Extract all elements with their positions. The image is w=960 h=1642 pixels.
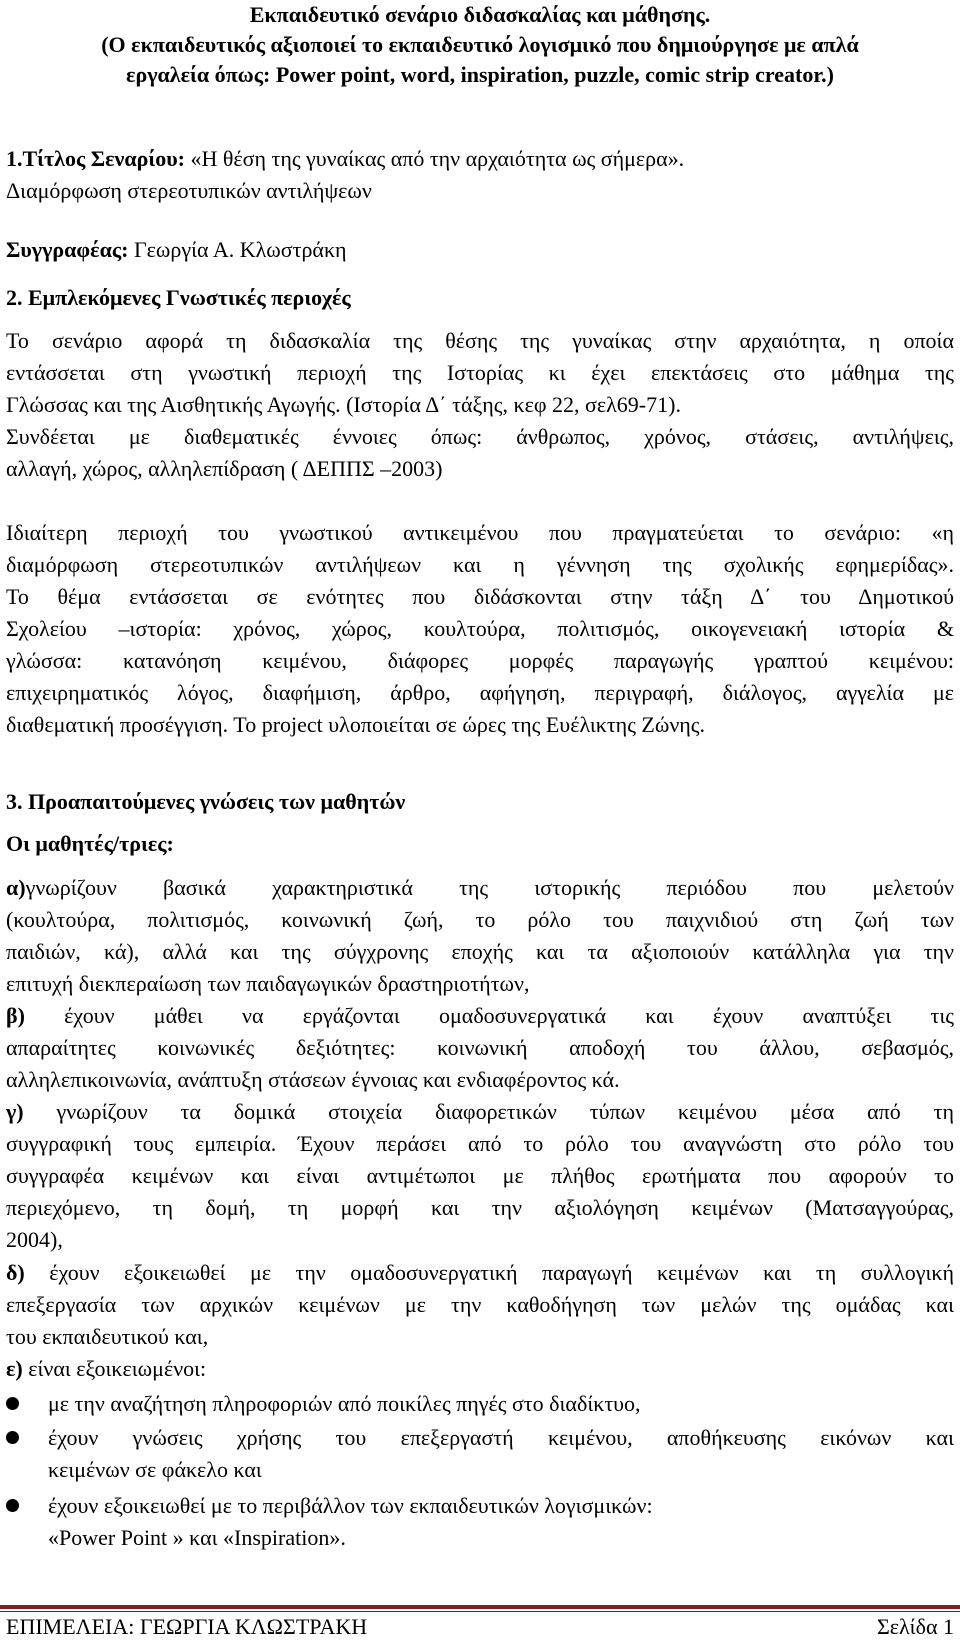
paragraph-line: περιεχόμενο, τη δομή, τη μορφή και την αξιολόγηση κειμένων (Ματσαγγούρας, [6,1195,954,1220]
paragraph-line: Ιδιαίτερη περιοχή του γνωστικού αντικειμένου που πραγματεύεται το σενάριο: «η [6,520,954,545]
title-text: «Η θέση της γυναίκας από την αρχαιότητα ως σήμερα». [184,146,685,171]
list-item [6,1388,954,1420]
paragraph-line: συγγραφική τους εμπειρία. Έχουν περάσει από το ρόλο του αναγνώστη στο ρόλο του [6,1131,954,1156]
item-e-label: ε) [6,1356,23,1381]
paragraph-line: Συνδέεται με διαθεματικές έννοιες όπως: άνθρωπος, χρόνος, στάσεις, αντιλήψεις, [6,424,954,449]
item-e [6,1353,954,1385]
paragraph-line: αλληλεπικοινωνία, ανάπτυξη στάσεων έγνοιας και ενδιαφέροντος κά. [6,1067,620,1092]
section-2-paragraph-2 [6,517,954,741]
paragraph-line: διαθεματική προσέγγιση. Το project υλοποιείται σε ώρες της Ευέλικτης Ζώνης. [6,712,705,737]
item-e-text: είναι εξοικειωμένοι: [22,1356,207,1381]
footer-editor: ΕΠΙΜΕΛΕΙΑ: ΓΕΩΡΓΙΑ ΚΛΩΣΤΡΑΚΗ [6,1614,368,1639]
author-name: Γεωργία Α. Κλωστράκη [128,237,347,262]
header-line-1: Εκπαιδευτικό σενάριο διδασκαλίας και μάθησης. [249,2,711,27]
item-c-label: γ) [6,1099,24,1124]
title-label: 1.Τίτλος Σεναρίου: [6,146,185,171]
paragraph-line: συγγραφέα κειμένων και είναι αντιμέτωποι με πλήθος ερωτήματα που αφορούν το [6,1163,954,1188]
paragraph-line: αλλαγή, χώρος, αλληλεπίδραση ( ΔΕΠΠΣ –2003) [6,456,443,481]
paragraph-line: Γλώσσας και της Αισθητικής Αγωγής. (Ιστορία Δ΄ τάξης, κεφ 22, σελ69-71). [6,392,681,417]
paragraph-line: Σχολείου –ιστορία: χρόνος, χώρος, κουλτούρα, πολιτισμός, οικογενειακή ιστορία & [6,616,954,641]
paragraph-line: με την αναζήτηση πληροφοριών από ποικίλες πηγές στο διαδίκτυο, [48,1391,641,1416]
paragraph-line: επιτυχή διεκπεραίωση των παιδαγωγικών δραστηριοτήτων, [6,971,530,996]
paragraph-line: γνωρίζουν βασικά χαρακτηριστικά της ιστορικής περιόδου που μελετούν [25,875,954,900]
item-c [6,1096,954,1256]
list-item [6,1422,954,1486]
paragraph-line: διαμόρφωση στερεοτυπικών αντιλήψεων και η γέννηση της σχολικής εφημερίδας». [6,552,954,577]
paragraph-line: επεξεργασία των αρχικών κειμένων με την καθοδήγηση των μελών της ομάδας και [6,1292,954,1317]
section-3-subheading: Οι μαθητές/τριες: [6,831,174,856]
paragraph-line: γνωρίζουν τα δομικά στοιχεία διαφορετικών τύπων κειμένου μέσα από τη [23,1099,954,1124]
title-subtitle: Διαμόρφωση στερεοτυπικών αντιλήψεων [6,178,372,203]
paragraph-line: έχουν εξοικειωθεί με το περιβάλλον των εκπαιδευτικών λογισμικών: [48,1493,653,1518]
header-line-2: (Ο εκπαιδευτικός αξιοποιεί το εκπαιδευτικό λογισμικό που δημιούργησε με απλά [101,32,859,57]
paragraph-line: απαραίτητες κοινωνικές δεξιότητες: κοινωνική αποδοχή του άλλου, σεβασμός, [6,1035,954,1060]
scenario-title [6,143,954,207]
paragraph-line: γλώσσα: κατανόηση κειμένου, διάφορες μορφές παραγωγής γραπτού κειμένου: [6,648,954,673]
item-d [6,1257,954,1353]
page-footer [6,1612,954,1642]
paragraph-line: έχουν εξοικειωθεί με την ομαδοσυνεργατική παραγωγή κειμένων και τη συλλογική [24,1260,954,1285]
section-2-paragraph-1 [6,325,954,485]
author-line [6,234,954,266]
paragraph-line: (κουλτούρα, πολιτισμός, κοινωνική ζωή, το ρόλο του παιχνιδιού στη ζωή των [6,907,954,932]
item-b [6,1000,954,1096]
paragraph-line: Το σενάριο αφορά τη διδασκαλία της θέσης της γυναίκας στην αρχαιότητα, η οποία [6,328,954,353]
document-header [0,0,960,90]
paragraph-line: Το θέμα εντάσσεται σε ενότητες που διδάσκονται στην τάξη Δ΄ του Δημοτικού [6,584,954,609]
list-item [6,1490,954,1554]
item-d-label: δ) [6,1260,25,1285]
paragraph-line: παιδιών, κά), αλλά και της σύγχρονης εποχής και τα αξιοποιούν κατάλληλα για την [6,939,954,964]
paragraph-line: «Power Point » και «Inspiration». [48,1525,346,1550]
item-a-label: α) [6,875,26,900]
paragraph-line: 2004), [6,1227,63,1252]
item-b-label: β) [6,1003,25,1028]
paragraph-line: του εκπαιδευτικού και, [6,1324,209,1349]
section-2-heading: 2. Εμπλεκόμενες Γνωστικές περιοχές [6,285,351,310]
footer-rule-thick [0,1605,960,1609]
section-3-heading: 3. Προαπαιτούμενες γνώσεις των μαθητών [6,789,406,814]
paragraph-line: έχουν γνώσεις χρήσης του επεξεργαστή κειμένου, αποθήκευσης εικόνων και [48,1425,954,1450]
bullet-list [6,1388,954,1554]
page-number: Σελίδα 1 [876,1614,954,1639]
paragraph-line: επιχειρηματικός λόγος, διαφήμιση, άρθρο, αφήγηση, περιγραφή, διάλογος, αγγελία με [6,680,954,705]
bullet-icon [6,1499,19,1512]
bullet-icon [6,1431,19,1444]
bullet-icon [6,1397,19,1410]
paragraph-line: έχουν μάθει να εργάζονται ομαδοσυνεργατικά και έχουν αναπτύξει τις [24,1003,954,1028]
paragraph-line: εντάσσεται στη γνωστική περιοχή της Ιστορίας κι έχει επεκτάσεις στο μάθημα της [6,360,954,385]
paragraph-line: κειμένων σε φάκελο και [48,1457,262,1482]
author-label: Συγγραφέας: [6,237,129,262]
header-line-3: εργαλεία όπως: Power point, word, inspiration, puzzle, comic strip creator.) [126,62,834,87]
item-a [6,872,954,1000]
